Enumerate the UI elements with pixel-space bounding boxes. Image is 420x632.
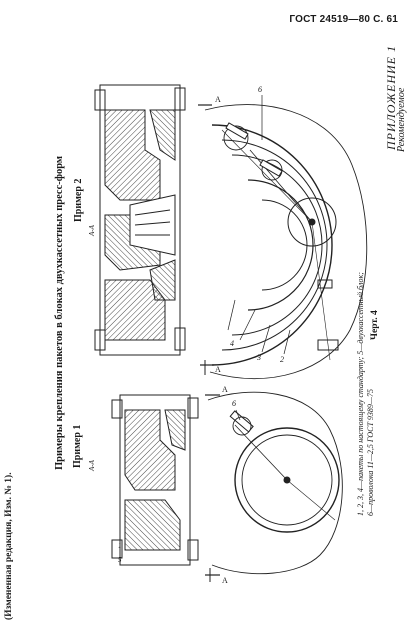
example-2-label: Пример 2 bbox=[73, 178, 84, 222]
example-2-section-label: А-А bbox=[88, 225, 96, 236]
callout-4: 4 bbox=[230, 339, 234, 348]
appendix-title: ПРИЛОЖЕНИЕ 1 bbox=[384, 45, 398, 150]
callout-6-bottom: 6 bbox=[232, 399, 236, 408]
callout-3: 3 bbox=[257, 353, 261, 362]
callout-1: 1 bbox=[118, 542, 122, 550]
figure-caption: Черт. 4 bbox=[370, 310, 380, 340]
callout-leaders bbox=[228, 95, 290, 420]
example-2-section-view bbox=[95, 85, 185, 355]
legend-line-1: 1, 2, 3, 4—пакеты по настоящему стандарту; 5—двухкассетный блок; bbox=[356, 272, 365, 516]
callout-5: 5 bbox=[118, 556, 122, 564]
section-mark-a-ex1-top: А bbox=[222, 385, 228, 394]
main-title: Примеры крепления пакетов в блоках двухкассетных пресс-форм bbox=[54, 155, 65, 470]
callout-2: 2 bbox=[280, 355, 284, 364]
legend-line-2: 6—проволока 11—2,5 ГОСТ 9389—75 bbox=[366, 388, 375, 516]
callout-6-top: 6 bbox=[258, 85, 262, 94]
page-header: ГОСТ 24519—80 С. 61 bbox=[289, 14, 398, 25]
example-2-plan-view bbox=[198, 105, 367, 379]
section-mark-a-top: А bbox=[215, 95, 221, 104]
amendment-note: (Измененная редакция, Изм. № 1). bbox=[4, 472, 14, 620]
example-1-section-view bbox=[112, 395, 198, 565]
section-mark-a-bottom: А bbox=[215, 365, 221, 374]
example-1-label: Пример 1 bbox=[72, 424, 83, 468]
section-mark-a-ex1-bottom: А bbox=[222, 576, 228, 585]
example-1-plan-view bbox=[205, 392, 342, 582]
example-1-section-label: А-А bbox=[88, 460, 96, 471]
appendix-subtitle: Рекомендуемое bbox=[396, 87, 407, 152]
